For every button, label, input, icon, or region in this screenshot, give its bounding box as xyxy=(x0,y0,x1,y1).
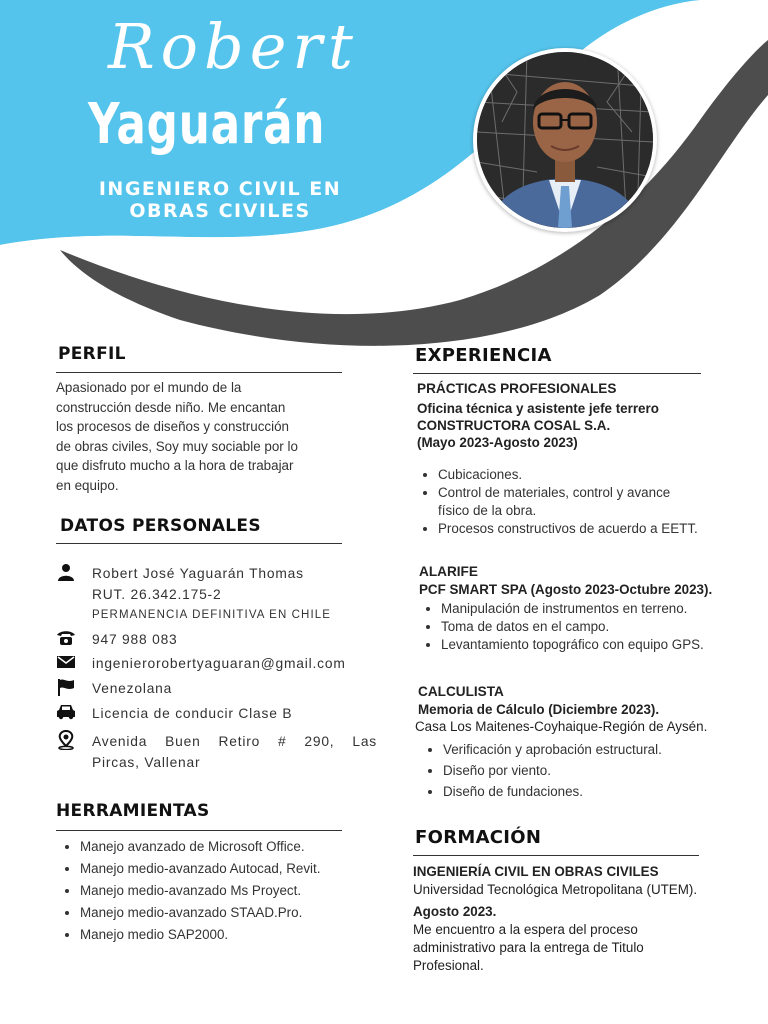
formacion-note-line: Me encuentro a la espera del proceso xyxy=(413,922,638,937)
experiencia-divider xyxy=(413,373,701,374)
herramientas-heading: HERRAMIENTAS xyxy=(56,801,210,821)
list-item: • Manipulación de instrumentos en terreno. xyxy=(441,600,768,618)
job-role: CALCULISTA xyxy=(418,684,504,699)
formacion-note-line: Profesional. xyxy=(413,958,484,973)
job-title-line1: INGENIERO CIVIL EN xyxy=(98,178,342,200)
address-line2: Pircas, Vallenar xyxy=(92,755,201,770)
graduation-date: Agosto 2023. xyxy=(413,904,497,919)
list-item: • Manejo medio-avanzado Autocad, Revit. xyxy=(80,858,320,880)
perfil-line: Apasionado por el mundo de la xyxy=(56,380,242,395)
datos-name-row xyxy=(56,563,331,626)
job-practicas xyxy=(417,380,747,451)
last-name: Yaguarán xyxy=(88,92,326,157)
address-line1: Avenida Buen Retiro # 290, Las xyxy=(92,734,377,749)
email-address[interactable]: ingenierorobertyaguaran@gmail.com xyxy=(92,656,346,671)
experiencia-heading: EXPERIENCIA xyxy=(415,345,552,366)
formacion-divider xyxy=(413,855,699,856)
job-role: PRÁCTICAS PROFESIONALES xyxy=(417,381,617,396)
formacion-block xyxy=(413,863,758,975)
job-role: ALARIFE xyxy=(419,564,478,579)
list-item: físico de la obra. xyxy=(438,503,537,518)
driver-license: Licencia de conducir Clase B xyxy=(92,706,293,721)
list-item: • Diseño de fundaciones. xyxy=(443,781,768,802)
job-calculista xyxy=(415,683,758,736)
job-practicas-bullets xyxy=(416,466,768,538)
formacion-heading: FORMACIÓN xyxy=(415,827,542,848)
list-item: • Levantamiento topográfico con equipo GPS. xyxy=(441,636,768,654)
datos-divider xyxy=(56,543,342,544)
datos-nationality-row xyxy=(56,678,172,699)
list-item: • Cubicaciones. xyxy=(438,466,768,484)
list-item: • Manejo medio-avanzado Ms Proyect. xyxy=(80,880,320,902)
herramientas-divider xyxy=(56,830,342,831)
perfil-line: en equipo. xyxy=(56,477,119,493)
datos-address-row xyxy=(56,731,377,773)
perfil-text xyxy=(56,378,346,495)
university: Universidad Tecnológica Metropolitana (UTEM). xyxy=(413,882,698,897)
perfil-line: que disfruto mucho a la hora de trabajar xyxy=(56,458,294,473)
job-company: PCF SMART SPA (Agosto 2023-Octubre 2023). xyxy=(419,582,713,597)
perfil-line: construcción desde niño. Me encantan xyxy=(56,399,286,415)
perfil-line: los procesos de diseños y construcción xyxy=(56,419,289,434)
job-title xyxy=(70,178,370,222)
perfil-divider xyxy=(56,372,342,373)
full-name: Robert José Yaguarán Thomas xyxy=(92,566,304,581)
permanencia: PERMANENCIA DEFINITIVA EN CHILE xyxy=(92,609,332,621)
list-item: • Verificación y aprobación estructural. xyxy=(443,739,768,760)
rut: RUT. 26.342.175-2 xyxy=(92,587,222,602)
job-company: Memoria de Cálculo (Diciembre 2023). xyxy=(418,701,660,717)
perfil-heading: PERFIL xyxy=(58,344,126,364)
nationality: Venezolana xyxy=(92,681,173,696)
envelope-icon xyxy=(56,653,76,671)
job-location: Casa Los Maitenes-Coyhaique-Región de Aysén. xyxy=(415,719,708,734)
list-item: • Manejo avanzado de Microsoft Office. xyxy=(80,836,320,858)
job-line: Oficina técnica y asistente jefe terrero xyxy=(417,401,659,416)
first-name: Robert xyxy=(108,10,359,83)
profile-photo xyxy=(473,48,657,232)
job-company: CONSTRUCTORA COSAL S.A. xyxy=(417,418,611,433)
job-title-line2: OBRAS CIVILES xyxy=(129,200,311,222)
phone-icon xyxy=(56,629,76,647)
list-item: • Toma de datos en el campo. xyxy=(441,618,768,636)
flag-icon xyxy=(56,678,76,696)
list-item: • Diseño por viento. xyxy=(443,760,768,781)
list-item: • Procesos constructivos de acuerdo a EETT. xyxy=(438,520,768,538)
person-icon xyxy=(56,563,76,581)
datos-phone-row xyxy=(56,629,178,650)
herramientas-list xyxy=(58,836,320,946)
degree: INGENIERÍA CIVIL EN OBRAS CIVILES xyxy=(413,864,659,879)
job-calculista-bullets xyxy=(421,739,768,802)
phone-number: 947 988 083 xyxy=(92,632,178,647)
list-item: • Control de materiales, control y avance xyxy=(438,484,768,502)
job-alarife-bullets xyxy=(419,600,768,654)
list-item: • Manejo medio-avanzado STAAD.Pro. xyxy=(80,902,320,924)
job-dates: (Mayo 2023-Agosto 2023) xyxy=(417,435,578,450)
datos-email-row xyxy=(56,653,346,674)
job-alarife xyxy=(419,563,749,599)
list-item: • Manejo medio SAP2000. xyxy=(80,924,320,946)
formacion-note-line: administrativo para la entrega de Titulo xyxy=(413,940,644,955)
datos-license-row xyxy=(56,703,292,724)
car-icon xyxy=(56,703,76,721)
perfil-line: de obras civiles, Soy muy sociable por lo xyxy=(56,438,298,454)
datos-heading: DATOS PERSONALES xyxy=(60,516,261,536)
location-pin-icon xyxy=(56,731,76,749)
